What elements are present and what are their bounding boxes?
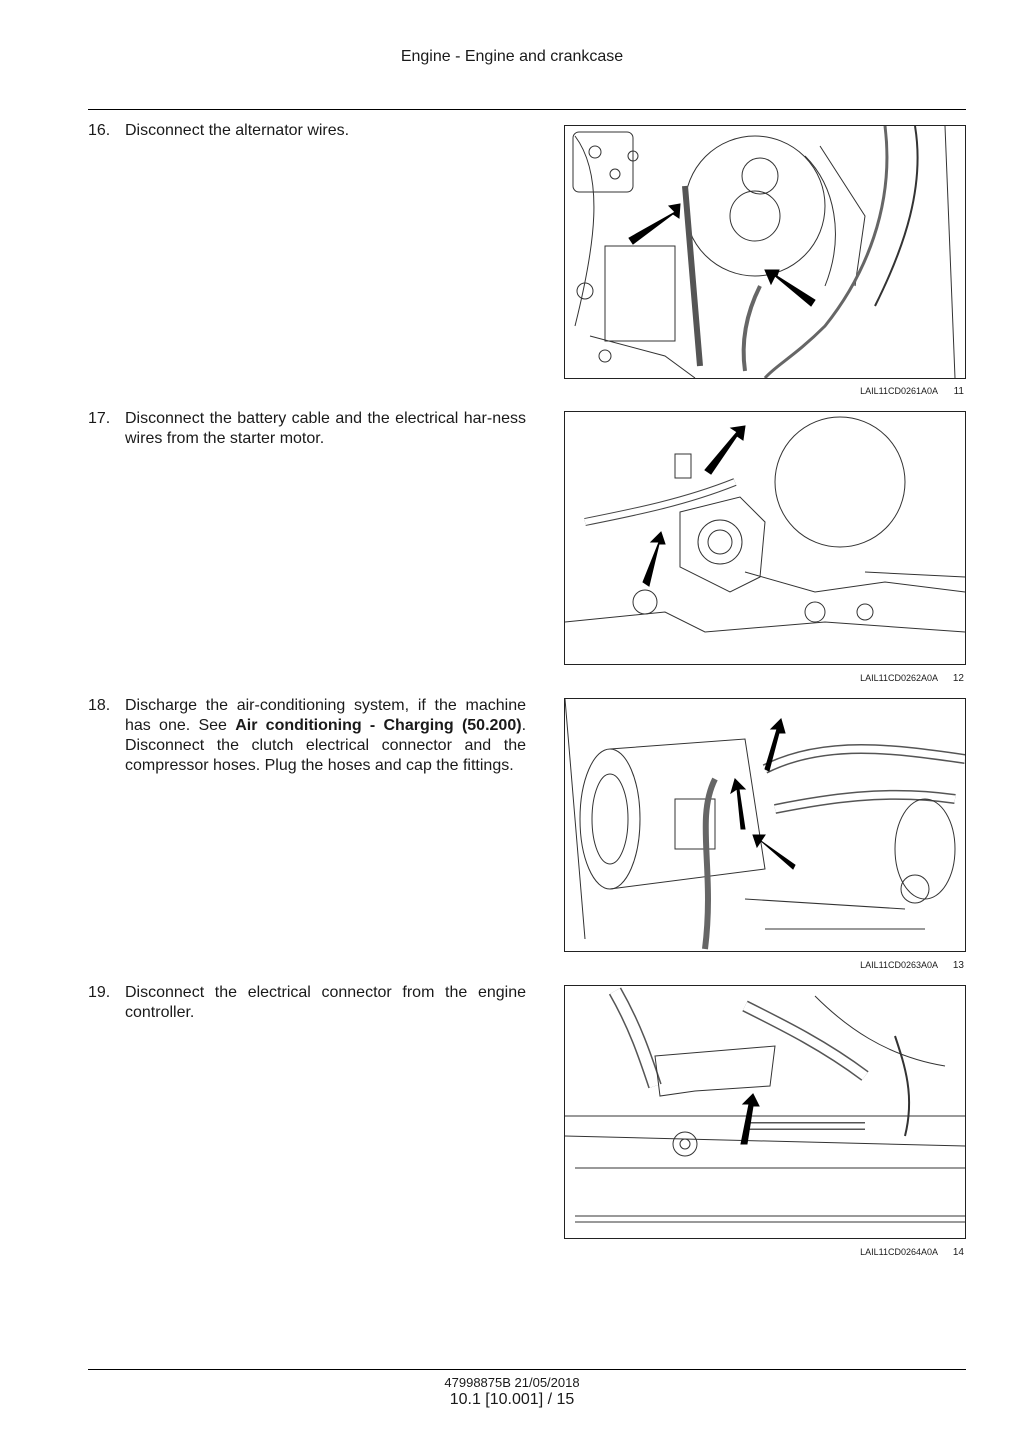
page-number: 10.1 [10.001] / 15	[449, 1391, 575, 1408]
step-text: Disconnect the electrical connector from the engine controller.	[125, 984, 526, 1021]
page-header-title: Engine - Engine and crankcase	[400, 48, 624, 65]
figure-code: LAIL11CD0264A0A	[860, 1247, 938, 1257]
step-16	[88, 121, 526, 141]
step-18	[88, 696, 526, 776]
document-id: 47998875B 21/05/2018	[444, 1375, 580, 1390]
step-17	[88, 409, 526, 449]
figure-code: LAIL11CD0262A0A	[860, 673, 938, 683]
figure-engine-controller	[564, 985, 966, 1239]
step-19	[88, 983, 526, 1023]
step-number: 19.	[88, 984, 111, 1001]
step-text-part: Discharge the air-conditioning system, if the machine has one. See	[125, 697, 526, 734]
step-number: 16.	[88, 122, 111, 139]
footer-rule	[88, 1369, 966, 1370]
figure-code: LAIL11CD0263A0A	[860, 960, 938, 970]
header-rule	[88, 109, 966, 110]
step-text: Disconnect the battery cable and the electrical har-ness wires from the starter motor.	[125, 410, 526, 447]
step-number: 17.	[88, 410, 111, 427]
cross-reference-link[interactable]: Air conditioning - Charging (50.200)	[235, 717, 522, 734]
figure-alternator	[564, 125, 966, 379]
figure-ac-compressor	[564, 698, 966, 952]
figure-number: 14	[952, 1247, 964, 1258]
step-number: 18.	[88, 697, 111, 714]
step-text: Disconnect the alternator wires.	[125, 122, 350, 139]
step-text-part: . Disconnect the clutch electrical connector and the compressor hoses. Plug the hoses and cap the fittings.	[125, 717, 527, 774]
figure-number: 12	[952, 673, 964, 684]
figure-starter-motor	[564, 411, 966, 665]
figure-number: 11	[953, 386, 964, 397]
step-text	[125, 696, 526, 776]
figure-number: 13	[952, 960, 964, 971]
figure-code: LAIL11CD0261A0A	[860, 386, 938, 396]
